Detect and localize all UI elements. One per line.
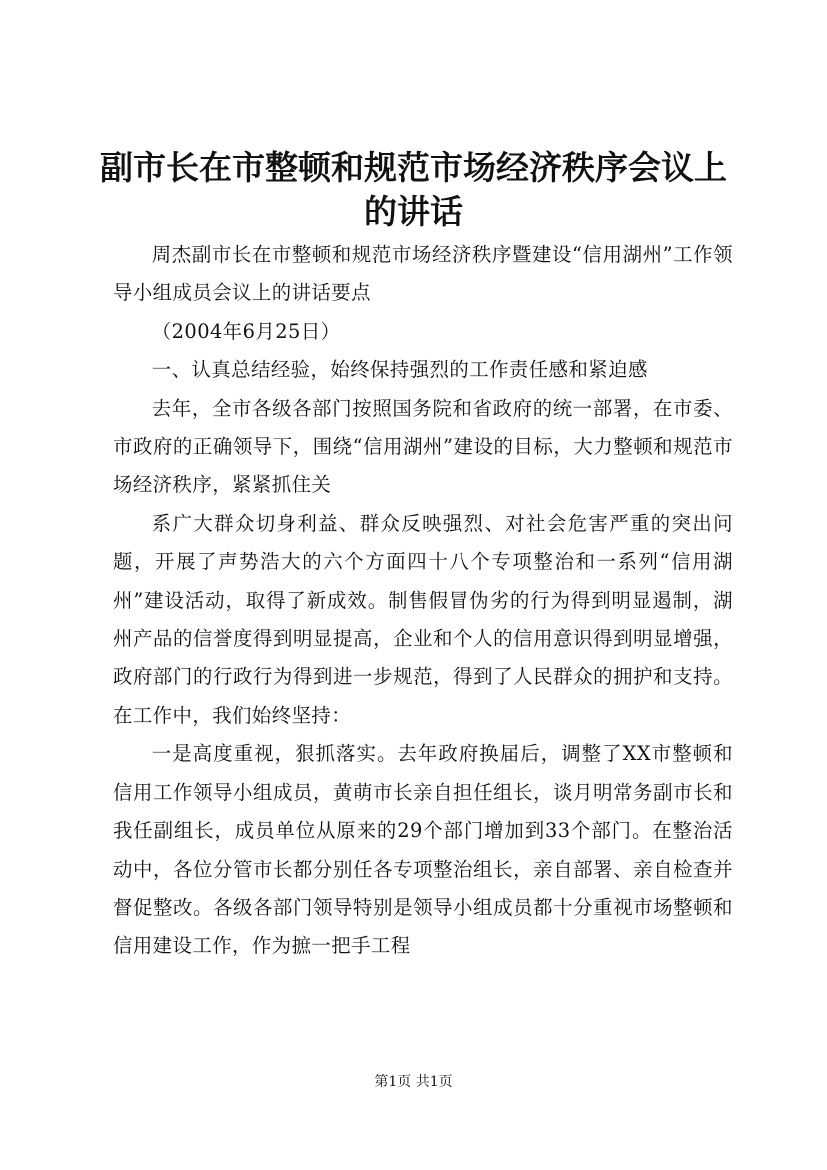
paragraph-subtitle: 周杰副市长在市整顿和规范市场经济秩序暨建设“信用湖州”工作领导小组成员会议上的讲话要点 xyxy=(113,243,733,305)
document-body xyxy=(113,236,733,966)
section-heading: 一、认真总结经验，始终保持强烈的工作责任感和紧迫感 xyxy=(151,358,648,382)
paragraph: 系广大群众切身利益、群众反映强烈、对社会危害严重的突出问题，开展了声势浩大的六个方面四十八个专项整治和一系列“信用湖州”建设活动，取得了新成效。制售假冒伪劣的行为得到明显遏制，湖州产品的信誉度得到明显提高，企业和个人的信用意识得到明显增强，政府部门的行政行为得到进一步规范，得到了人民群众的拥护和支持。在工作中，我们始终坚持： xyxy=(113,511,733,727)
page-number-footer: 第1页 共1页 xyxy=(374,1074,453,1090)
paragraph: 去年，全市各级各部门按照国务院和省政府的统一部署，在市委、市政府的正确领导下，围绕“信用湖州”建设的目标，大力整顿和规范市场经济秩序，紧紧抓住关 xyxy=(113,396,733,497)
document-title: 副市长在市整顿和规范市场经济秩序会议上的讲话 xyxy=(100,148,727,231)
paragraph-date: （2004年6月25日） xyxy=(151,319,341,343)
paragraph: 一是高度重视，狠抓落实。去年政府换届后，调整了XX市整顿和信用工作领导小组成员，黄萌市长亲自担任组长，谈月明常务副市长和我任副组长，成员单位从原来的29个部门增加到33个部门。在整治活动中，各位分管市长都分别任各专项整治组长，亲自部署、亲自检查并督促整改。各级各部门领导特别是领导小组成员都十分重视市场整顿和信用建设工作，作为摭一把手工程 xyxy=(113,742,733,958)
